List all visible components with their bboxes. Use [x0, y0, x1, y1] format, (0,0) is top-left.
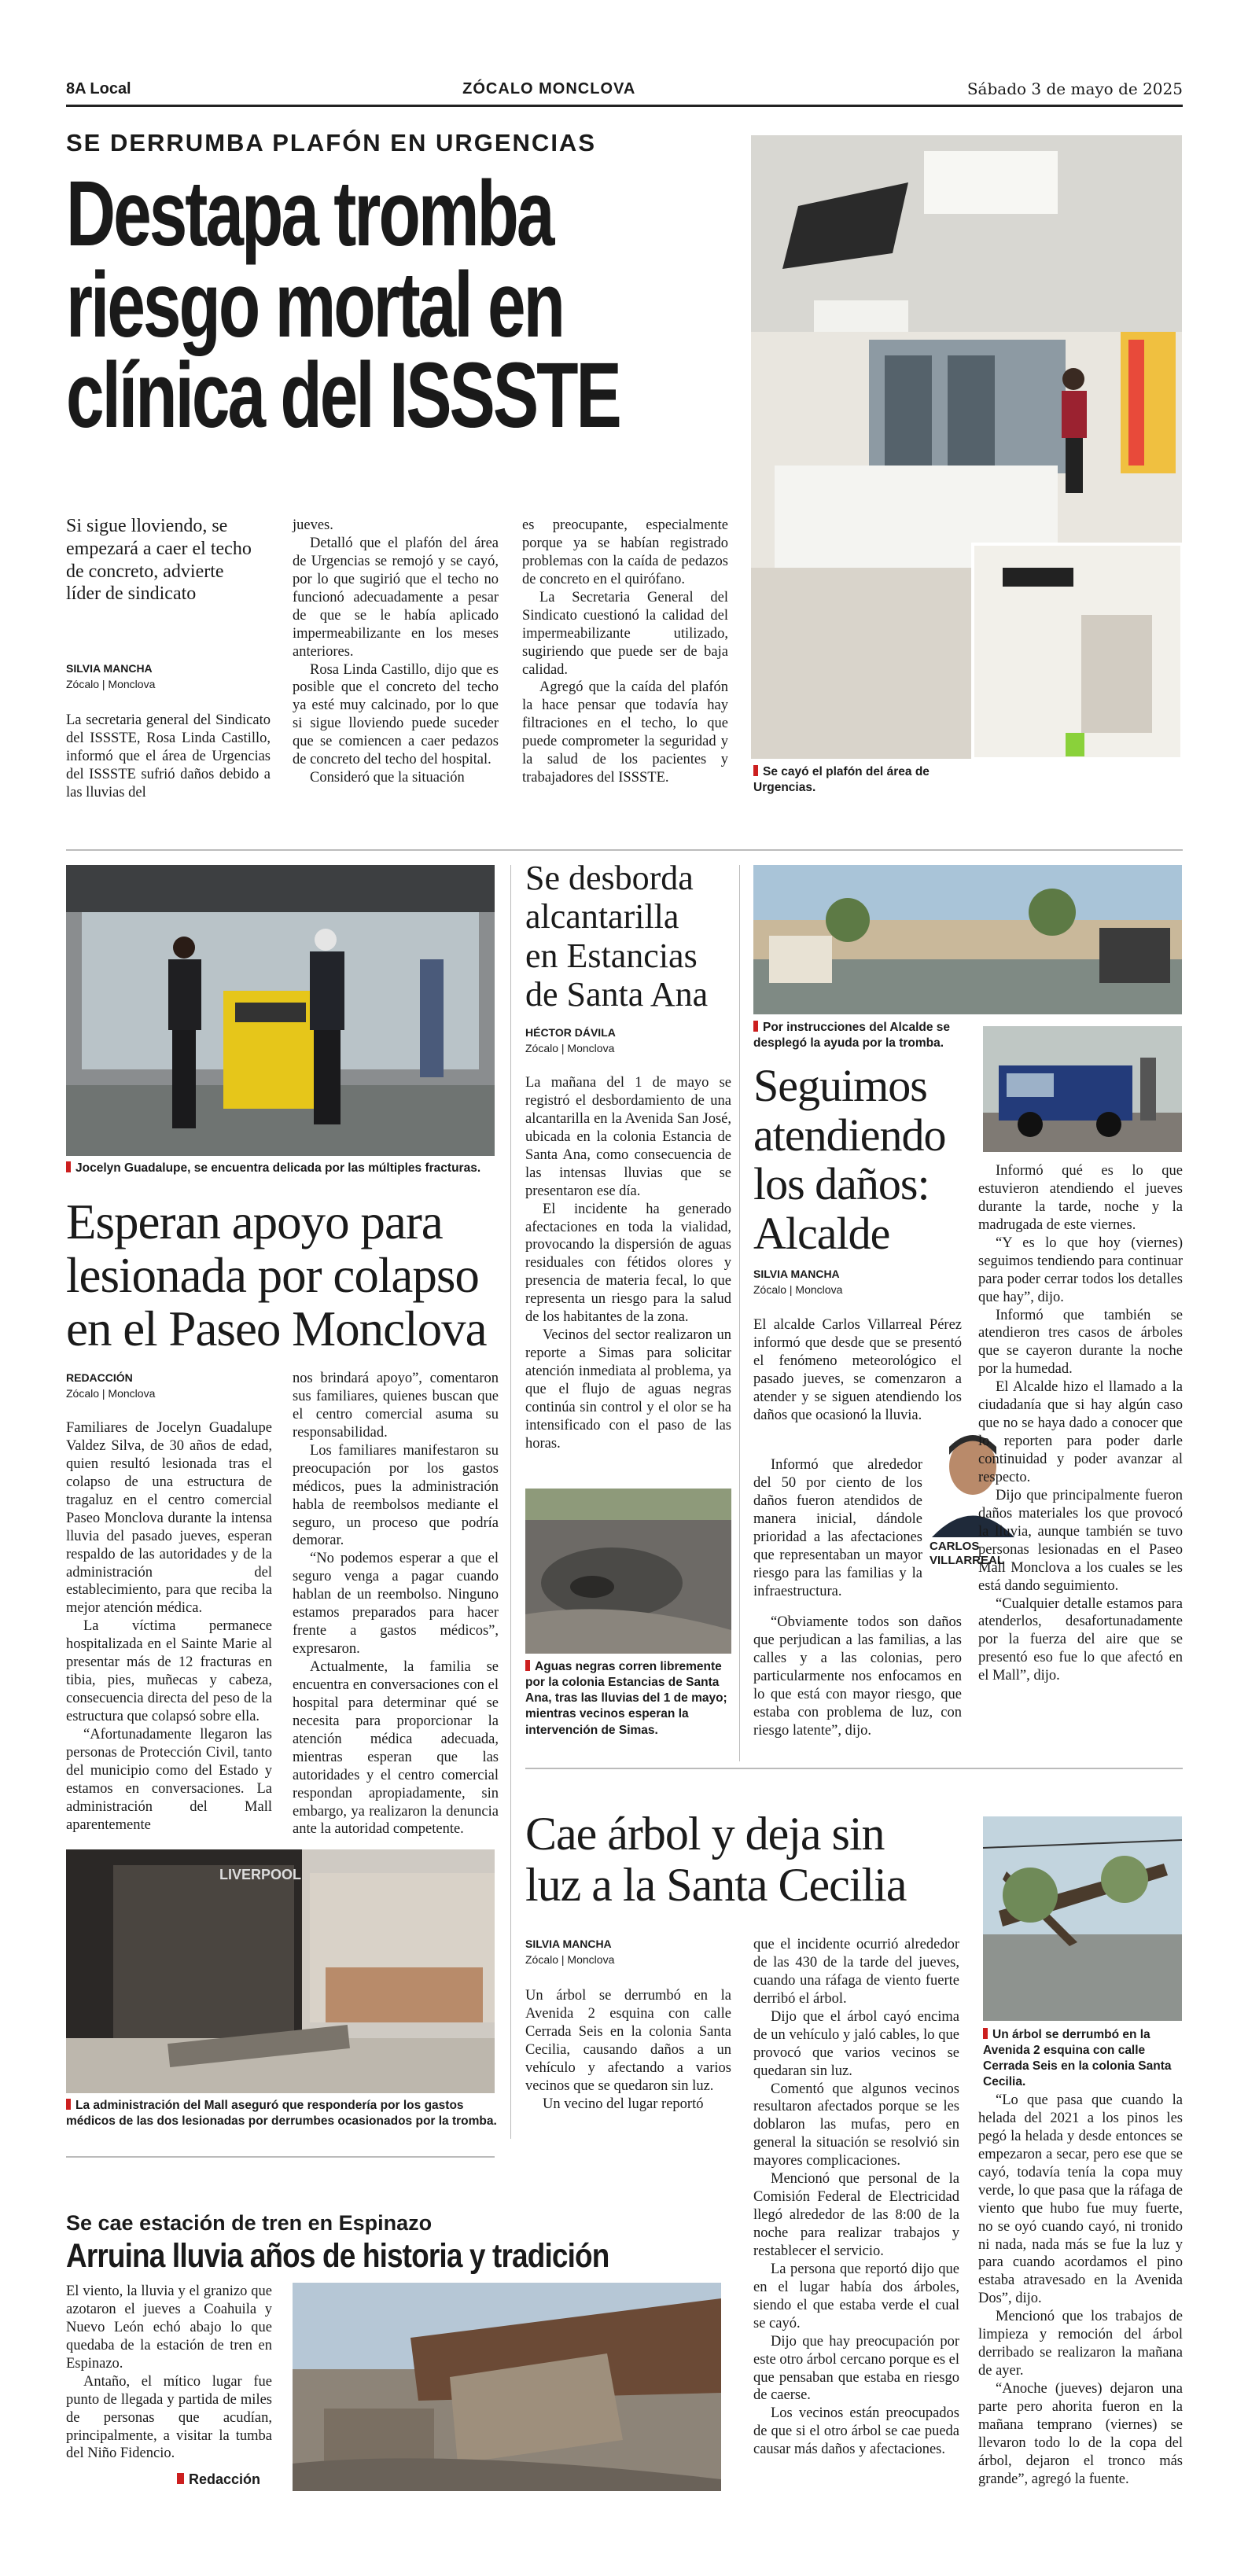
newspaper-name: ZÓCALO MONCLOVA — [462, 80, 636, 98]
alcalde-col-1-top — [753, 1316, 962, 1425]
paragraph: Dijo que principalmente fueron daños materiales los que provocó la lluvia, aunque también se tuvo personas lesionadas en el Paseo Mall Monclova a los cuales se les está dando seguimiento. — [978, 1487, 1183, 1594]
paragraph: La persona que reportó dijo que en el lugar había dos árboles, siendo el que estaba verde el cual se cayó. — [753, 2261, 959, 2331]
alcalde-headline-line: los daños: — [753, 1158, 930, 1210]
paragraph: Dijo que el árbol cayó encima de un vehículo y jaló cables, lo que provocó que varios vecinos se quedaran sin luz. — [753, 2008, 959, 2079]
alcalde-col-1-bottom — [753, 1614, 962, 1740]
paragraph: Antaño, el mítico lugar fue punto de llegada y partida de miles de personas que acudían, principalmente, a visitar la tumba del Niño Fidencio. — [66, 2373, 272, 2462]
train-station-photo — [293, 2283, 721, 2491]
arbol-col-1 — [525, 1987, 731, 2114]
arbol-headline — [525, 1809, 966, 1911]
main-col-1 — [66, 712, 271, 802]
paragraph: Informó qué es lo que estuvieron atendiendo el jueves durante la tarde, noche y la madrugada de este viernes. — [978, 1163, 1183, 1233]
paragraph: Un árbol se derrumbó en la Avenida 2 esquina con calle Cerrada Seis en la colonia Santa Cecilia, causando daños a un vehículo y afectando a varios vecinos que se quedaron sin luz. — [525, 1988, 731, 2094]
alcantarilla-photo — [525, 1489, 731, 1654]
alcantarilla-headline-line: en Estancias — [525, 936, 698, 975]
paragraph: que el incidente ocurrió alrededor de las 430 de la tarde del jueves, cuando una ráfaga de viento fuerte derribó el árbol. — [753, 1937, 959, 2007]
paragraph: “Afortunadamente llegaron las personas de Protección Civil, tanto del municipio como del Estado y estamos en conversaciones. La administración del Mall aparentemente — [66, 1726, 272, 1833]
arbol-byline — [525, 1936, 731, 1968]
section-divider — [66, 849, 1183, 851]
page-header — [66, 75, 1183, 107]
paragraph: La Secretaria General del Sindicato cuestionó la calidad del impermeabilizante utilizado, sugiriendo que puede ser de baja calidad. — [522, 589, 728, 678]
main-headline — [66, 162, 677, 448]
paragraph: Informó que alrededor del 50 por ciento de los daños fueron atendidos de manera inicial, dándole prioridad a las afectaciones que representaban un mayor riesgo para las familias y la infraestructura. — [753, 1457, 922, 1599]
paragraph: “Anoche (jueves) dejaron una parte pero ahorita fueron en la mañana temprano (viernes) se llevaron todo lo de la copa del árbol, dejaron el tronco más grande”, agregó la fuente. — [978, 2381, 1183, 2487]
mayor-first-name: CARLOS — [930, 1540, 980, 1553]
paragraph: jueves. — [293, 517, 333, 533]
tren-credit — [177, 2471, 260, 2488]
arbol-col-2 — [753, 1936, 959, 2459]
credit-text: Redacción — [189, 2471, 261, 2487]
tren-kicker: Se cae estación de tren en Espinazo — [66, 2211, 433, 2235]
alcantarilla-headline-line: Se desborda — [525, 859, 694, 897]
fallen-tree-caption: Un árbol se derrumbó en la Avenida 2 esquina con calle Cerrada Seis en la colonia Santa Cecilia. — [983, 2027, 1184, 2091]
main-kicker: SE DERRUMBA PLAFÓN EN URGENCIAS — [66, 129, 596, 156]
tren-col — [66, 2283, 272, 2463]
truck-photo — [983, 1026, 1182, 1152]
paragraph: El Alcalde hizo el llamado a la ciudadanía que si hay algún caso que no se haya dado a conocer que lo reporten para poder darle continuidad y poder avanzar al respecto. — [978, 1379, 1183, 1485]
paragraph: La mañana del 1 de mayo se registró el desbordamiento de una alcantarilla en la Avenida San José, ubicada en la colonia Estancia de Santa Ana, como consecuencia de las intensas lluvias que se presentaron ese día. — [525, 1075, 731, 1199]
street-photo — [753, 865, 1182, 1014]
paseo-photo-caption: Jocelyn Guadalupe, se encuentra delicada por las múltiples fracturas. — [66, 1161, 506, 1176]
paragraph: Consideró que la situación — [310, 770, 465, 786]
paragraph: La secretaria general del Sindicato del ISSSTE, Rosa Linda Castillo, informó que el área de Urgencias del ISSSTE sufrió daños debido a las lluvias del — [66, 712, 271, 800]
main-headline-line: riesgo mortal en — [66, 252, 563, 357]
paragraph: Actualmente, la familia se encuentra en conversaciones con el hospital para determinar qué se necesita para proporcionar la atención médica adecuada, mientras esperan que las autoridades y el centro comercial respondan apropiadamente, sin embargo, ya realizaron la denuncia ante la autoridad competente. — [293, 1659, 499, 1838]
paragraph: “Lo que pasa que cuando la helada del 2021 a los pinos les pegó la helada y desde entonces se empezaron a secar, pero ese que se cayó, todavía tenía la copa muy verde, lo que pasa que la ráfaga de viento que hubo fue muy fuerte, no se oyó cuando cayó, ni tronido ni nada, nada más se fue la luz y para cuando acordamos el pino estaba atravesado en la Avenida Dos”, dijo. — [978, 2092, 1183, 2307]
mall-photo — [66, 1849, 495, 2093]
paragraph: Un vecino del lugar reportó — [543, 2096, 704, 2112]
main-headline-line: Destapa tromba — [66, 162, 553, 266]
clinic-photo-caption: Se cayó el plafón del área de Urgencias. — [753, 764, 966, 796]
paragraph: es preocupante, especialmente porque ya se habían registrado problemas con la caída de pedazos de concreto en el quirófano. — [522, 517, 728, 587]
paseo-col-2 — [293, 1370, 499, 1838]
paseo-headline — [66, 1195, 514, 1356]
byline-outlet: Zócalo | Monclova — [66, 678, 156, 691]
alcantarilla-headline-line: de Santa Ana — [525, 974, 709, 1014]
alcalde-headline-line: Alcalde — [753, 1207, 890, 1259]
main-col-2 — [293, 517, 499, 787]
byline-outlet: Zócalo | Monclova — [753, 1283, 843, 1297]
mall-photo-caption: La administración del Mall aseguró que respondería por los gastos médicos de las dos lesionadas por derrumbes ocasionados por la tromba. — [66, 2098, 506, 2129]
alcantarilla-col — [525, 1074, 731, 1453]
paragraph: El incidente ha generado afectaciones en toda la vialidad, provocando la dispersión de aguas residuales con fétidos olores y presencia de materia fecal, lo que representa un riesgo para la salud de los habitantes de la zona. — [525, 1201, 731, 1326]
paragraph: Agregó que la caída del plafón la hace pensar que todavía hay filtraciones en el techo, lo que puede comprometer la seguridad y la salud de los pacientes y trabajadores del ISSSTE. — [522, 679, 728, 786]
alcantarilla-headline-line: alcantarilla — [525, 897, 679, 937]
paragraph: El alcalde Carlos Villarreal Pérez informó que desde que se presentó el fenómeno meteorológico el pasado jueves, se comenzaron a atender y se siguen atendiendo los daños que ocasionó la lluvia. — [753, 1317, 962, 1423]
paragraph: Informó que también se atendieron tres casos de árboles que se cayeron durante la noche por la humedad. — [978, 1307, 1183, 1378]
paragraph: Mencionó que los trabajos de limpieza y remoción del árbol derribado se realizaron la mañana de ayer. — [978, 2309, 1183, 2379]
main-col-3 — [522, 517, 728, 787]
paragraph: La víctima permanece hospitalizada en el Sainte Marie al presentar más de 12 fracturas en tibia, pies, muñecas y cabeza, consecuencia directa del peso de la estructura que colapsó sobre ella. — [66, 1618, 272, 1724]
paragraph: “Obviamente todos son daños que perjudican a las familias, a las calles y a las colonias, pero particularmente nos enfocamos en lo que está con mayor riesgo, que estaba con problema de luz, con riesgo latente”, dijo. — [753, 1614, 962, 1739]
section-label: 8A Local — [66, 80, 131, 98]
fallen-tree-photo — [983, 1816, 1182, 2021]
section-divider — [525, 1768, 1183, 1769]
street-photo-caption: Por instrucciones del Alcalde se desplegó la ayuda por la tromba. — [753, 1020, 989, 1051]
alcalde-headline-line: Seguimos — [753, 1060, 927, 1111]
paseo-headline-line: en el Paseo Monclova — [66, 1301, 487, 1357]
byline-author: HÉCTOR DÁVILA — [525, 1026, 616, 1039]
paseo-byline — [66, 1370, 263, 1402]
paragraph: Rosa Linda Castillo, dijo que es posible que el concreto del techo ya esté muy calcinado, por lo que si sigue lloviendo puede suceder que se comiencen a caer pedazos de concreto del techo del hospital. — [293, 661, 499, 768]
alcantarilla-headline — [525, 859, 734, 1014]
arbol-col-3 — [978, 2092, 1183, 2489]
paragraph: “Cualquier detalle estamos para atenderlos, desafortunadamente por la fuerza del aire que se presentó eso fue lo que afectó en el Mall”, dijo. — [978, 1595, 1183, 1684]
paragraph: Comentó que algunos vecinos resultaron afectados porque se les doblaron las mufas, pero en general la situación se resolvió sin mayores complicaciones. — [753, 2081, 959, 2169]
alcalde-headline — [753, 1062, 981, 1259]
byline-author: SILVIA MANCHA — [753, 1268, 840, 1280]
byline-outlet: Zócalo | Monclova — [66, 1387, 156, 1400]
arbol-headline-line: luz a la Santa Cecilia — [525, 1858, 907, 1911]
alcalde-col-2 — [978, 1162, 1183, 1685]
section-divider — [66, 2156, 495, 2158]
tren-headline: Arruina lluvia años de historia y tradición — [66, 2237, 609, 2275]
paragraph: El viento, la lluvia y el granizo que azotaron el jueves a Coahuila y Nuevo León echó abajo lo que quedaba de la estación de tren en Espinazo. — [66, 2283, 272, 2372]
paragraph: Familiares de Jocelyn Guadalupe Valdez Silva, de 30 años de edad, quien resultó lesionada tras el colapso de una estructura de tragaluz en el centro comercial Paseo Monclova durante la intensa lluvia del pasado jueves, esperan respaldo de las autoridades y de la administración del establecimiento, para que reciba la mejor atención médica. — [66, 1420, 272, 1617]
issue-date: Sábado 3 de mayo de 2025 — [966, 79, 1183, 98]
main-headline-line: clínica del ISSSTE — [66, 344, 620, 448]
paragraph: Vecinos del sector realizaron un reporte a Simas para solicitar atención inmediata al problema, ya que el flujo de aguas negras continúa sin control y el olor se ha intensificado con el paso de las horas. — [525, 1327, 731, 1452]
paragraph: Dijo que hay preocupación por este otro árbol cercano porque es el que pensaban que estaba en riesgo de caerse. — [753, 2333, 959, 2404]
paragraph: “Y es lo que hoy (viernes) seguimos tendiendo para continuar para poder cerrar todos los detalles que hay”, dijo. — [978, 1235, 1183, 1305]
byline-author: REDACCIÓN — [66, 1371, 133, 1384]
paragraph: nos brindará apoyo”, comentaron sus familiares, quienes buscan que el centro comercial asuma su responsabilidad. — [293, 1371, 499, 1441]
alcantarilla-byline — [525, 1025, 731, 1057]
byline-outlet: Zócalo | Monclova — [525, 1953, 615, 1967]
alcantarilla-caption: Aguas negras corren libremente por la colonia Estancias de Santa Ana, tras las lluvias del 1 de mayo; mientras vecinos esperan la intervención de Simas. — [525, 1659, 734, 1739]
alcalde-headline-line: atendiendo — [753, 1109, 946, 1161]
credit-marker — [177, 2473, 184, 2484]
paragraph: Los familiares manifestaron su preocupación por los gastos médicos, pues la administración habla de reembolsos mediante el seguro, un proceso que podría demorar. — [293, 1442, 499, 1549]
mayor-last-name: VILLARREAL — [930, 1554, 1004, 1567]
column-rule — [739, 865, 740, 1761]
byline-author: SILVIA MANCHA — [525, 1938, 612, 1950]
byline-author: SILVIA MANCHA — [66, 662, 153, 675]
paseo-photo — [66, 865, 495, 1156]
column-rule — [510, 865, 511, 2139]
arbol-headline-line: Cae árbol y deja sin — [525, 1808, 885, 1860]
byline-outlet: Zócalo | Monclova — [525, 1042, 615, 1055]
main-subhead: Si sigue lloviendo, se empezará a caer el techo de concreto, advierte líder de sindicato — [66, 516, 252, 605]
main-byline — [66, 661, 255, 693]
alcalde-col-1-narrow — [753, 1456, 922, 1601]
paseo-col-1 — [66, 1419, 272, 1834]
paseo-headline-line: lesionada por colapso — [66, 1248, 479, 1304]
paragraph: Los vecinos están preocupados de que si el otro árbol se cae pueda causar más daños y afectaciones. — [753, 2405, 959, 2458]
alcalde-byline — [753, 1266, 959, 1298]
mall-store-sign: LIVERPOOL — [219, 1867, 302, 1882]
clinic-photo — [751, 135, 1182, 759]
paragraph: “No podemos esperar a que el seguro venga a pagar cuando hablan de un reembolso. Ninguno estamos preparados para hacer frente a gastos médicos”, expresaron. — [293, 1551, 499, 1658]
paragraph: Mencionó que personal de la Comisión Federal de Electricidad llegó alrededor de las 8:00 de la noche para realizar trabajos y restablecer el servicio. — [753, 2171, 959, 2259]
paragraph: Detalló que el plafón del área de Urgencias se remojó y se cayó, por lo que sugirió que el techo no funcionó adecuadamente a pesar de que se le había aplicado impermeabilizante en los meses anteriores. — [293, 535, 499, 660]
paseo-headline-line: Esperan apoyo para — [66, 1194, 443, 1249]
